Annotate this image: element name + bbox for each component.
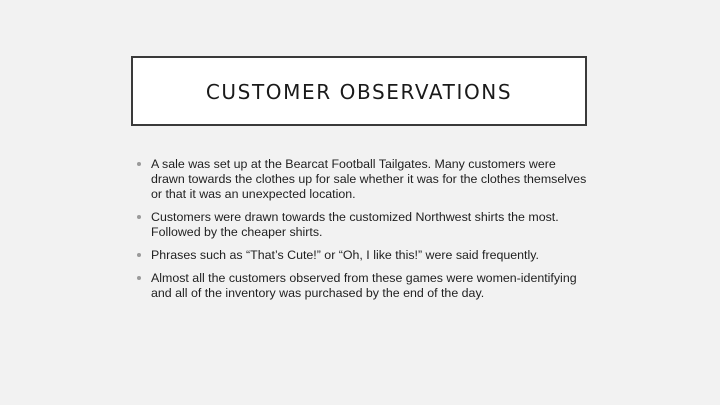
bullet-item <box>137 157 587 202</box>
bullet-list <box>137 157 587 309</box>
bullet-item <box>137 210 587 240</box>
bullet-text: Phrases such as “That’s Cute!” or “Oh, I like this!” were said frequently. <box>151 248 539 262</box>
bullet-dot-icon <box>137 276 141 280</box>
bullet-item <box>137 248 587 263</box>
bullet-item <box>137 271 587 301</box>
bullet-text: A sale was set up at the Bearcat Football Tailgates. Many customers were drawn towards the clothes up for sale whether it was for the clothes themselves or that it was an unexpected location. <box>151 157 587 201</box>
bullet-dot-icon <box>137 162 141 166</box>
bullet-dot-icon <box>137 253 141 257</box>
slide-title: CUSTOMER OBSERVATIONS <box>205 80 513 104</box>
bullet-text: Customers were drawn towards the customized Northwest shirts the most. Followed by the cheaper shirts. <box>151 210 559 239</box>
bullet-text: Almost all the customers observed from these games were women-identifying and all of the inventory was purchased by the end of the day. <box>151 271 577 300</box>
bullet-dot-icon <box>137 215 141 219</box>
title-box <box>131 56 587 126</box>
